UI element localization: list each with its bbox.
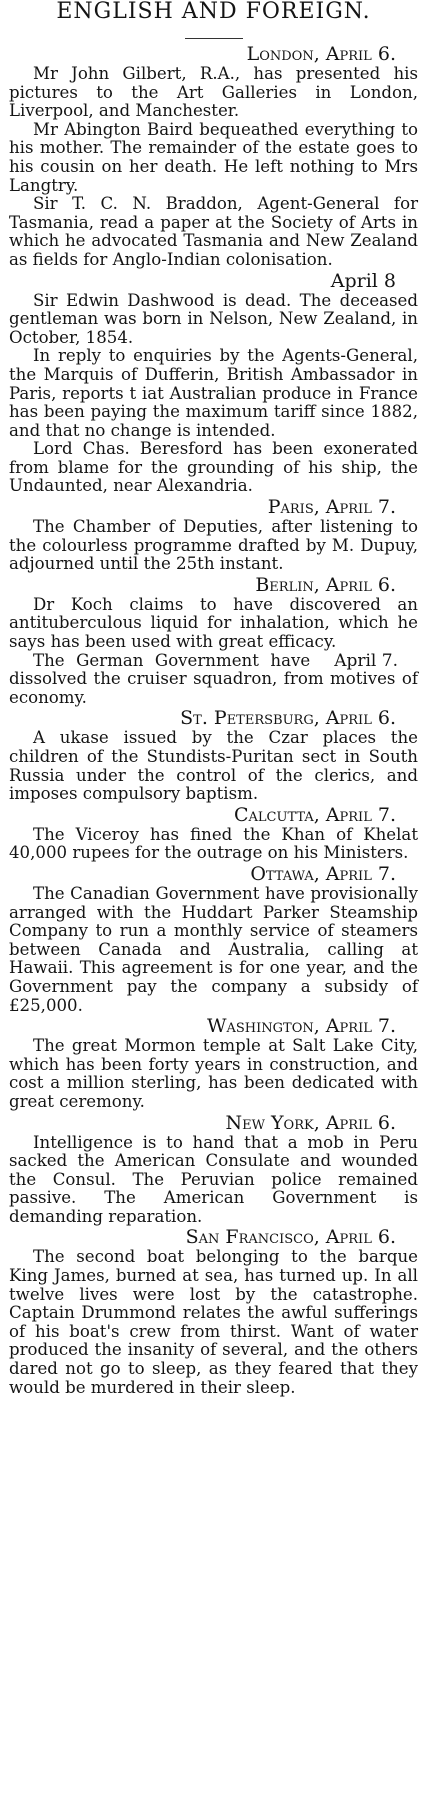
news-item-baird: Mr Abington Baird bequeathed everything to his mother. The remainder of the estate goes to his cousin on her death. He left nothing to Mrs Langtry. <box>9 119 418 195</box>
news-item-braddon: Sir T. C. N. Braddon, Agent-General for Tasmania, read a paper at the Society of Arts in which he advocated Tasmania and New Zealand as fields for Anglo-Indian colonisation. <box>9 194 418 269</box>
news-item-koch-text: Dr Koch claims to have discovered an antituberculous liquid for inhalation, which he says has been used with great efficacy. <box>9 594 418 652</box>
dateline-calcutta: Calcutta, April 7. <box>234 803 396 826</box>
dateline-paris: Paris, April 7. <box>267 496 396 519</box>
dateline-berlin-april-7: April 7. <box>334 650 398 671</box>
news-item-dufferin: In reply to enquiries by the Agents-General, the Marquis of Dufferin, British Ambassador in Paris, reports t iat Australian produce in France has been paying the maximum tariff since 1882, and that no change is intended. <box>9 346 418 440</box>
news-item-king-james: The second boat belonging to the barque King James, burned at sea, has turned up. In all twelve lives were lost by the catastrophe. Captain Drummond relates the awful sufferings of his boat's crew from thirst. Want of water produced the insanity of several, and the others dared not go to sleep, as they feared that they would be murdered in their sleep. <box>9 1247 418 1397</box>
heading-rule <box>185 38 243 39</box>
news-item-peru-consulate: Intelligence is to hand that a mob in Peru sacked the American Consulate and wounded the Consul. The Peruvian police remained passive. The American Government is demanding reparation. <box>9 1132 418 1226</box>
news-item-khelat: The Viceroy has fined the Khan of Khelat 40,000 rupees for the outrage on his Ministers. <box>9 824 418 863</box>
dateline-washington: Washington, April 7. <box>206 1015 396 1038</box>
dateline-berlin: Berlin, April 6. <box>255 573 396 596</box>
news-item-beresford: Lord Chas. Beresford has been exonerated from blame for the grounding of his ship, the Undaunted, near Alexandria. <box>9 439 418 496</box>
news-item-koch <box>9 594 418 671</box>
news-item-mormon-temple: The great Mormon temple at Salt Lake City, which has been forty years in construction, and cost a million sterling, has been dedicated with great ceremony. <box>9 1036 418 1111</box>
news-item-ukase: A ukase issued by the Czar places the children of the Stundists-Puritan sect in South Russia under the control of the clerics, and imposes compulsory baptism. <box>9 728 418 804</box>
dateline-st-petersburg: St. Petersburg, April 6. <box>180 707 396 730</box>
dateline-new-york: New York, April 6. <box>225 1111 396 1134</box>
dateline-ottawa: Ottawa, April 7. <box>250 862 396 885</box>
news-item-gilbert: Mr John Gilbert, R.A., has presented his pictures to the Art Galleries in London, Liverpool, and Manchester. <box>9 64 418 121</box>
column-heading: ENGLISH AND FOREIGN. <box>56 0 371 24</box>
news-item-chamber-of-deputies: The Chamber of Deputies, after listening to the colourless programme drafted by M. Dupuy, adjourned until the 25th instant. <box>9 517 418 574</box>
news-item-dashwood: Sir Edwin Dashwood is dead. The deceased gentleman was born in Nelson, New Zealand, in October, 1854. <box>9 290 418 347</box>
dateline-london: London, April 6. <box>246 43 396 65</box>
news-item-huddart-parker: The Canadian Government have provisionally arranged with the Huddart Parker Steamship Company to run a monthly service of steamers between Canada and Australia, calling at Hawaii. This agreement is for one year, and the Government pay the company a subsidy of £25,000. <box>9 883 418 1015</box>
dateline-april-8: April 8 <box>330 269 396 292</box>
dateline-san-francisco: San Francisco, April 6. <box>185 1226 396 1249</box>
news-item-cruiser-squadron: The German Government have dissolved the cruiser squadron, from motives of economy. <box>9 650 418 707</box>
